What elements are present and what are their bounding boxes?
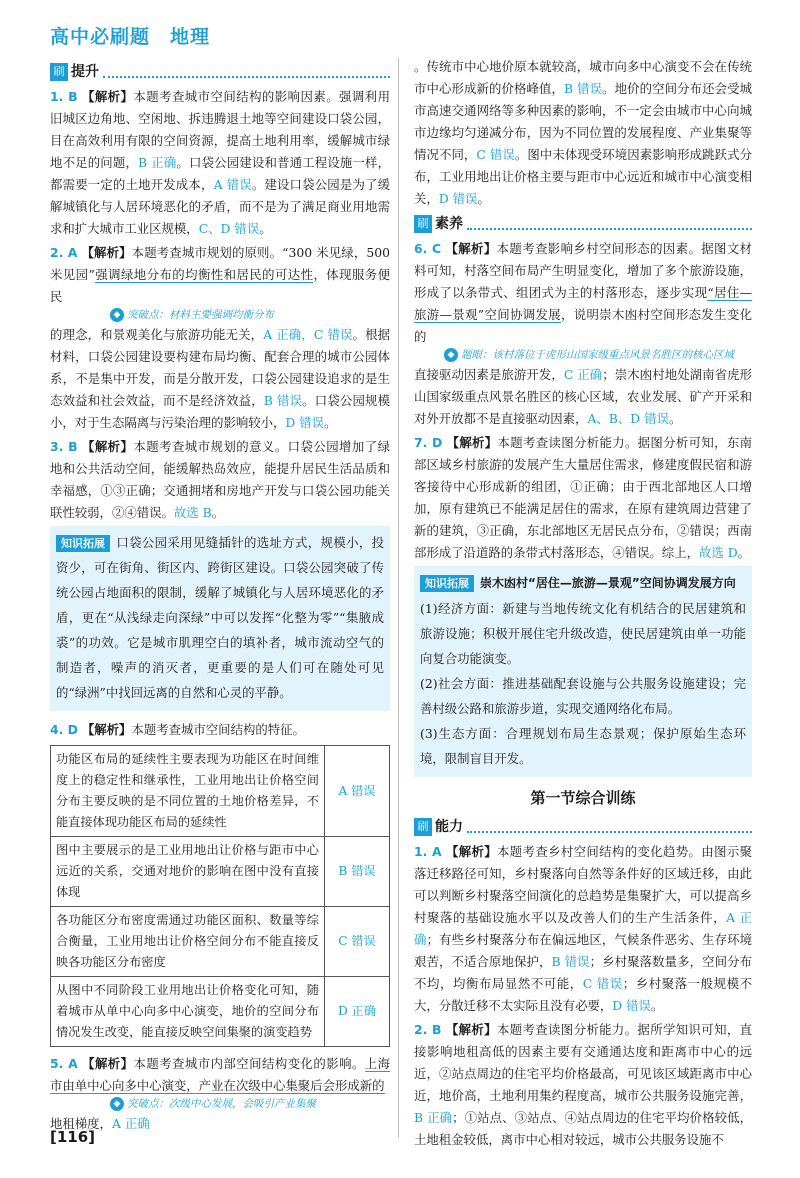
training-answer-1: 1. A 【解析】本题考查乡村空间结构的变化趋势。由图示聚落迁移路径可知，乡村聚落向自然等条件好的区域迁移，由此可以判断乡村聚落空间演化的总趋势是集聚扩大，可以提高乡村聚落的基础设施水平以及改善人们的生产生活条件，A 正确；有些乡村聚落分布在偏远地区，气候条件恶劣、生存环境艰苦，不适合原地保护，B 错误；乡村聚落数量多，空间分布不均，均衡布局显然不可能，C 错误；乡村聚落一般规模不大，分散迁移不太实际且没有必要，D 错误。: [414, 844, 753, 1013]
answer-7: 7. D 【解析】本题考查读图分析能力。据图分析可知，东南部区域乡村旅游的发展产生大量居住需求，修建度假民宿和游客接待中心形成新的组团，①正确；由于西北部地区人口增加，原有建筑已不能满足居住的需求，在原有建筑周边营建了新的建筑，③正确，东北部地区无居民点分布，②错误；西南部形成了沿道路的条带式村落形态，④错误。综上，故选 D。: [414, 435, 752, 560]
section-badge-icon: 刷: [414, 818, 432, 836]
section-label: 提升: [71, 64, 99, 80]
answer-number: 3. B: [50, 439, 78, 454]
analysis-label: 【解析】: [81, 439, 134, 454]
breakthrough-icon: ◆: [110, 308, 124, 322]
key-point-icon: ◆: [444, 348, 458, 362]
left-column: [50, 60, 390, 1137]
answer-2-cont: 的理念，和景观美化与旅游功能无关，A 正确，C 错误。根据材料，口袋公园建设要构建布局均衡、配套合理的城市公园体系，不是集中开发，而是分散开发，口袋公园建设追求的是生态效益和社会效益，而不是经济效益，B 错误。口袋公园规模小，对于生态隔离与污染治理的影响较小，D 错误。: [50, 327, 391, 430]
answer-number: 1. B: [50, 89, 78, 104]
section-header-nengli: [414, 815, 752, 839]
answer-1: 1. B 【解析】本题考查城市空间结构的影响因素。强调利用旧城区边角地、空闲地、拆违腾退土地等空间建设口袋公园，目在高效利用有限的空间资源，提高土地利用率，缓解城市绿地不足的问题，B 正确。口袋公园建设和普通工程设施一样，都需要一定的土地开发成本，A 错误。建设口袋公园是为了缓解城镇化与人居环境恶化的矛盾，而不是为了满足商业用地需求和扩大城市工业区规模，C、D 错误。: [50, 89, 391, 236]
answer-5-cont: 地租梯度，A 正确: [50, 1116, 150, 1131]
section-badge-icon: 刷: [50, 63, 68, 81]
analysis-label: 【解析】: [81, 245, 132, 260]
analysis-label: 【解析】: [445, 241, 497, 256]
section-dotted-line: [467, 218, 752, 230]
section-label: 能力: [435, 819, 463, 835]
section-badge-icon: 刷: [414, 215, 432, 233]
training-answer-2: 2. B 【解析】本题考查读图分析能力。据所学知识可知，直接影响地租高低的因素主要有交通通达度和距离市中心的远近，②站点周边的住宅平均价格最高，可见该区域距离市中心近，地价高，土地利用集约程度高，城市公共服务设施完善，B 正确；①站点、③站点、④站点周边的住宅平均价格较低，土地租金较低，离市中心相对较远，城市公共服务设施不: [414, 1022, 753, 1147]
answer-5-continued: 。传统市中心地价原本就较高，城市向多中心演变不会在传统市中心形成新的价格峰值，B 错误。地价的空间分布还会受城市高速交通网络等多种因素的影响，不一定会由城市中心向城市边缘均匀递减分布，因为不同位置的发展程度、产业集聚等情况不同，C 错误。图中未体现受环境因素影响形成跳跃式分布，工业用地出让价格主要与距市中心远近和城市中心演变相关，D 错误。: [414, 59, 753, 206]
analysis-table: [50, 745, 390, 1047]
answer-4: 4. D 【解析】本题考查城市空间结构的特征。: [50, 722, 305, 737]
answer-number: 5. A: [50, 1056, 78, 1071]
hint-note: ◆ 突破点：材料主要强调均衡分布: [110, 308, 390, 322]
answer-number: 4. D: [50, 722, 78, 737]
answer-3: 3. B 【解析】本题考查城市规划的意义。口袋公园增加了绿地和公共活动空间，能缓解热岛效应，能提升居民生活品质和幸福感，①③正确；交通拥堵和房地产开发与口袋公园功能关联性较弱，②④错误。故选 B。: [50, 439, 391, 520]
hint-note: ◆ 突破点：次级中心发展，会吸引产业集聚: [110, 1097, 390, 1111]
knowledge-box-2: [414, 566, 752, 777]
knowledge-item: (1)经济方面：新建与当地传统文化有机结合的民居建筑和旅游设施；积极开展住宅升级改造，使民居建筑由单一功能向复合功能演变。: [420, 601, 746, 666]
right-column: [414, 56, 752, 1153]
analysis-label: 【解析】: [445, 844, 498, 859]
analysis-label: 【解析】: [81, 722, 132, 737]
hint-note: ◆ 题眼：该村落位于虎形山国家级重点风景名胜区的核心区域: [444, 348, 752, 362]
table-row: 从图中不同阶段工业用地出让价格变化可知，随着城市从单中心向多中心演变，地价的空间分布情况发生改变，能直接反映空间集聚的演变趋势 D 正确: [51, 977, 390, 1047]
table-row: 各功能区分布密度需通过功能区面积、数量等综合衡量，工业用地出让价格空间分布不能直接反映各功能区分布密度 C 错误: [51, 907, 390, 977]
analysis-label: 【解析】: [445, 1022, 497, 1037]
answer-number: 2. B: [414, 1022, 442, 1037]
breakthrough-icon: ◆: [110, 1097, 124, 1111]
answer-6-cont: 直接驱动因素是旅游开发，C 正确；崇木凼村地处湖南省虎形山国家级重点风景名胜区的核心区域，农业发展、矿产开采和对外开放都不是直接驱动因素，A、B、D 错误。: [414, 367, 753, 426]
knowledge-tag: 知识拓展: [56, 535, 110, 552]
section-header-tisheng: [50, 60, 390, 84]
analysis-label: 【解析】: [82, 1056, 134, 1071]
answer-number: 2. A: [50, 245, 78, 260]
knowledge-box-1: 知识拓展 口袋公园采用见缝插针的选址方式，规模小，投资少，可在街角、街区内、跨街区建设。口袋公园突破了传统公园占地面积的限制，缓解了城镇化与人居环境恶化的矛盾，更在“从浅绿走向深绿”中可以发挥“化整为零”“集腋成裘”的功效。它是城市肌理空白的填补者，城市流动空气的制造者，噪声的消灭者，更重要的是人们可在随处可见的“绿洲”中找回远离的自然和心灵的平静。: [50, 526, 390, 711]
answer-number: 1. A: [414, 844, 442, 859]
knowledge-tag: 知识拓展: [420, 575, 474, 592]
answer-number: 7. D: [414, 435, 443, 450]
section-dotted-line: [103, 66, 390, 78]
answer-2: 2. A 【解析】本题考查城市规划的原则。“300 米见绿，500 米见园”强调绿地分布的均衡性和居民的可达性，体现服务便民: [50, 245, 391, 304]
knowledge-item: (2)社会方面：推进基础配套设施与公共服务设施建设；完善村级公路和旅游步道，实现交通网络化布局。: [420, 676, 746, 716]
analysis-label: 【解析】: [81, 89, 134, 104]
header-title: 高中必刷题 地理: [50, 26, 211, 48]
section-label: 素养: [435, 216, 463, 232]
knowledge-item: (3)生态方面：合理规划布局生态景观；保护原始生态环境，限制盲目开发。: [420, 726, 746, 766]
knowledge-title: 崇木凼村“居住—旅游—景观”空间协调发展方向: [480, 576, 736, 590]
answer-5: 5. A 【解析】本题考查城市内部空间结构变化的影响。上海市由单中心向多中心演变，产业在次级中心集聚后会形成新的: [50, 1056, 391, 1093]
answer-number: 6. C: [414, 241, 442, 256]
analysis-label: 【解析】: [446, 435, 498, 450]
page-number: [116]: [50, 1128, 96, 1146]
section-dotted-line: [467, 821, 752, 833]
section-header-suyang: [414, 212, 752, 236]
table-row: 功能区布局的延续性主要表现为功能区在时间维度上的稳定性和继承性，工业用地出让价格空间分布主要反映的是不同位置的土地价格差异，不能直接体现功能区布局的延续性 A 错误: [51, 746, 390, 837]
answer-6: 6. C 【解析】本题考查影响乡村空间形态的因素。据图文材料可知，村落空间布局产生明显变化，增加了多个旅游设施，形成了以条带式、组团式为主的村落形态，逐步实现“居住—旅游—景观”空间协调发展，说明崇木凼村空间形态发生变化的: [414, 241, 753, 344]
table-row: 图中主要展示的是工业用地出让价格与距市中心远近的关系，交通对地价的影响在图中没有直接体现 B 错误: [51, 837, 390, 907]
column-divider: [398, 58, 399, 1138]
section-title: 第一节综合训练: [530, 789, 636, 807]
